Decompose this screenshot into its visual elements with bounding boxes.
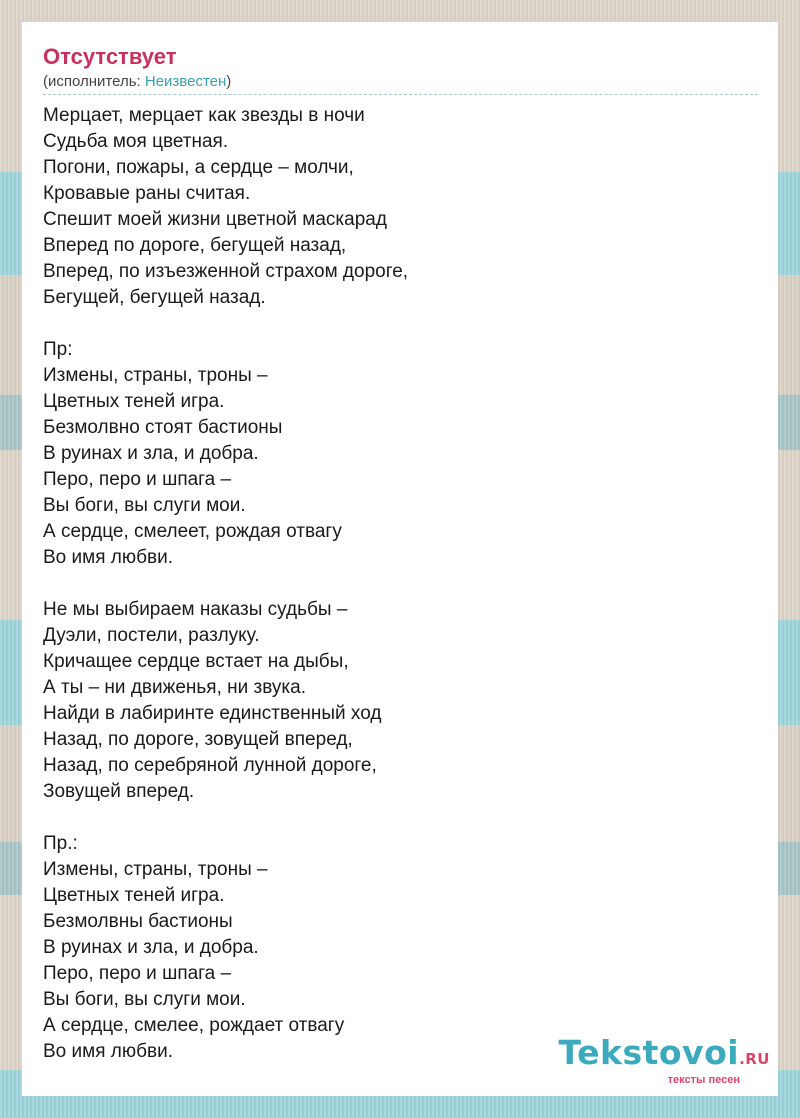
- lyric-line: Судьба моя цветная.: [43, 131, 229, 152]
- lyric-line: Бегущей, бегущей назад.: [43, 287, 266, 308]
- logo-tagline: тексты песен: [667, 1074, 740, 1086]
- lyric-line: Назад, по дороге, зовущей вперед,: [43, 729, 353, 750]
- artist-link[interactable]: Неизвестен: [144, 73, 227, 90]
- lyric-line: Перо, перо и шпага –: [43, 469, 232, 490]
- lyric-line: Во имя любви.: [43, 547, 173, 568]
- song-title: Отсутствует: [43, 44, 177, 69]
- lyric-line: Мерцает, мерцает как звезды в ночи: [43, 105, 365, 126]
- lyric-line: Безмолвно стоят бастионы: [43, 417, 283, 438]
- lyric-line: Найди в лабиринте единственный ход: [43, 703, 382, 724]
- lyric-line: Зовущей вперед.: [43, 781, 195, 802]
- lyric-line: Вперед, по изъезженной страхом дороге,: [43, 261, 409, 282]
- lyric-line: Перо, перо и шпага –: [43, 963, 232, 984]
- lyric-line: Не мы выбираем наказы судьбы –: [43, 599, 348, 620]
- lyric-line: Погони, пожары, а сердце – молчи,: [43, 157, 354, 178]
- lyric-line: А сердце, смелее, рождает отвагу: [43, 1015, 345, 1036]
- artist-prefix: (исполнитель:: [43, 73, 145, 90]
- logo-tld: .RU: [739, 1050, 770, 1068]
- lyric-line: А сердце, смелеет, рождая отвагу: [43, 521, 342, 542]
- lyric-line: Безмолвны бастионы: [43, 911, 233, 932]
- lyric-line: Цветных теней игра.: [43, 885, 225, 906]
- artist-line: [43, 72, 758, 95]
- lyric-line: Измены, страны, троны –: [43, 859, 268, 880]
- lyric-line: Вперед по дороге, бегущей назад,: [43, 235, 347, 256]
- lyric-line: В руинах и зла, и добра.: [43, 937, 259, 958]
- lyric-line: Кричащее сердце встает на дыбы,: [43, 651, 349, 672]
- logo-wordmark: [558, 1033, 770, 1076]
- lyric-line: [43, 571, 758, 597]
- lyric-line: Пр:: [43, 339, 73, 360]
- lyrics-sheet: [22, 22, 778, 1096]
- lyric-line: Назад, по серебряной лунной дороге,: [43, 755, 377, 776]
- lyric-line: Кровавые раны считая.: [43, 183, 251, 204]
- lyric-line: Измены, страны, троны –: [43, 365, 268, 386]
- artist-suffix: ): [226, 73, 232, 90]
- lyric-line: А ты – ни движенья, ни звука.: [43, 677, 306, 698]
- lyric-line: Вы боги, вы слуги мои.: [43, 989, 246, 1010]
- lyric-line: В руинах и зла, и добра.: [43, 443, 259, 464]
- lyric-line: [43, 311, 758, 337]
- lyric-line: [43, 805, 758, 831]
- lyric-line: Во имя любви.: [43, 1041, 173, 1062]
- lyric-line: Спешит моей жизни цветной маскарад: [43, 209, 387, 230]
- lyric-line: Цветных теней игра.: [43, 391, 225, 412]
- lyric-line: Пр.:: [43, 833, 78, 854]
- lyric-line: Вы боги, вы слуги мои.: [43, 495, 246, 516]
- site-logo[interactable]: [558, 1033, 770, 1086]
- lyric-line: Дуэли, постели, разлуку.: [43, 625, 260, 646]
- lyrics-body: [43, 103, 758, 1065]
- logo-name: Tekstovoi: [558, 1033, 740, 1072]
